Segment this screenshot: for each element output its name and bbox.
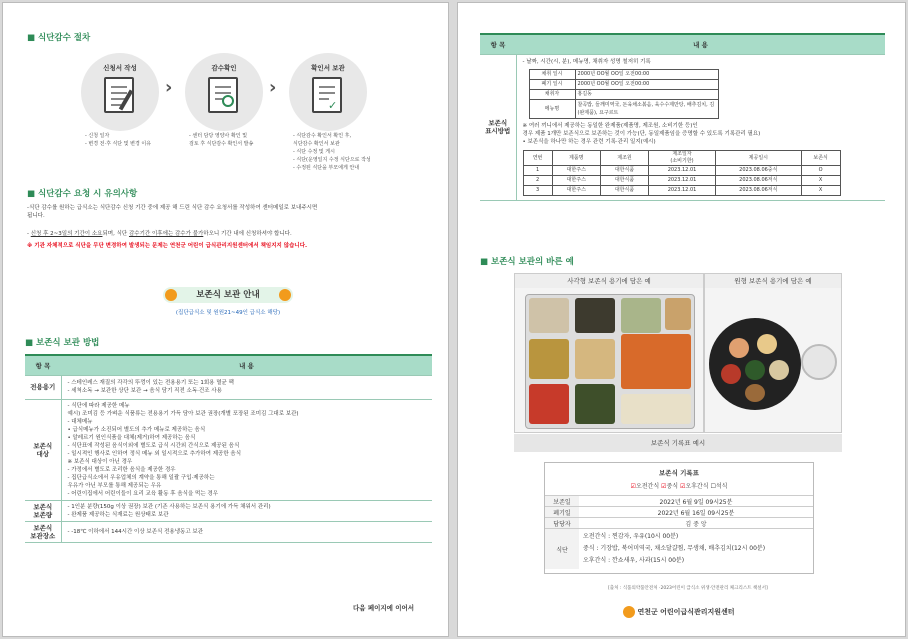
target-line: - 가정에서 별도로 조리한 음식을 제공한 경우	[67, 466, 176, 473]
table-row: 3 대한주스 대한식품 2023.12.01 2023.08.06저식 X	[523, 185, 840, 195]
step-1-notes: - 신청 일자 - 변경 전·후 식단 및 변경 이유	[85, 133, 152, 147]
table-row: 보존식 보존량 - 1인분 분량(150g 이상 권장) 보관 (기존 사용하는 보존식 용기에 가득 채워서 관리) - 완제품 제공하는 식재료는 원상태로 보관	[25, 500, 432, 521]
meal-checks: ☑오전간식 ☑중식 ☑오후간식 ☐석식	[630, 483, 728, 490]
step-1-circle	[81, 53, 159, 131]
col-content: 내 용	[61, 355, 432, 375]
table-row: 보존식 보관장소 - -18℃ 이하에서 144시간 이상 보존식 전용냉동고 보관	[25, 521, 432, 542]
target-line: • 급식메뉴가 소진되어 별도의 추가 메뉴로 제공하는 음식	[67, 426, 206, 433]
log-table: 연번 제품명 제조원 제조일자 (소비기한) 제공일시 보존식 1 대한주스 대한식품 2023.12.01 2023.08.06중식 O 2 대한주스 대한식품 2023.12.01 2023.08.06저식 X 3 대한주스 대한식품 2023.12.01 2023.08.06저식 X	[523, 150, 841, 196]
target-line: - 대체메뉴	[67, 418, 93, 425]
notes-line-1: -식단 감수를 원하는 급식소는 식단감수 신청 기간 중에 제공 해 드린 식단 감수 요청서를 작성하여 센터메일로 보내주시면 됩니다.	[27, 205, 318, 219]
source-note: [출처 : 식품의약품안전처 ·2023어린이 급식소 위생·안전관리 체크리스트 책설서]	[608, 586, 768, 591]
checkbox-checked[interactable]: ☑	[630, 483, 636, 490]
step-3-title: 확인서 보관	[311, 64, 345, 72]
label-table	[480, 33, 885, 201]
procedure-heading: ■ 식단감수 절차	[27, 31, 90, 43]
intro-line: - 날짜, 시간(시, 분), 메뉴명, 채취자 성명 철저히 기록	[522, 58, 651, 65]
notes-warning: ※ 기관 자체적으로 식단을 무단 변경하여 발생되는 문제는 연천군 어린이 급식관리지원센터에서 책임지지 않습니다.	[27, 243, 308, 249]
step-2-title: 감수확인	[211, 64, 237, 72]
table-row: 2 대한주스 대한식품 2023.12.01 2023.08.06저식 X	[523, 175, 840, 185]
step-1-title: 신청서 작성	[103, 64, 137, 72]
photo1-caption: 사각형 보존식 용기에 담은 예	[515, 274, 703, 288]
table-row: 전용용기 - 스테인레스 재질의 각각의 뚜껑이 있는 전용용기 또는 1회용 멸균 팩 - 세척소독 → 보관한 상단 보관 → 음식 담기 직전 소독·건조 사용	[25, 375, 432, 399]
target-line: ※ 보존식 대상이 아닌 경우	[67, 458, 133, 465]
preserved-food-banner: 보존식 보관 안내	[163, 287, 293, 303]
record-caption: 보존식 기록표 예시	[514, 434, 842, 452]
target-line: 예시) 조미김 등 가벼운 식품류는 전용용기 가득 담아 보관 권장(개별 포장된 조미김 그대로 보관)	[67, 410, 299, 417]
target-line: - 집단급식소에서 우유업체의 계약을 통해 일괄 구입·제공하는	[67, 474, 215, 481]
square-container-photo	[514, 273, 704, 433]
col-item: 항 목	[480, 34, 516, 54]
chevron-right-icon: ›	[165, 77, 173, 98]
step-2-circle	[185, 53, 263, 131]
smiley-icon	[165, 289, 177, 301]
checkbox-checked[interactable]: ☑	[679, 483, 686, 490]
record-sheet	[544, 462, 814, 574]
left-page	[2, 2, 449, 637]
checkbox-checked[interactable]: ☑	[661, 483, 667, 490]
pencil-document-icon	[104, 77, 134, 113]
smiley-icon	[279, 289, 291, 301]
step-3-circle	[289, 53, 367, 131]
table-row: 보존식 대상 - 식단에 따라 제공한 메뉴 예시) 조미김 등 가벼운 식품류는 전용용기 가득 담아 보관 권장(개별 포장된 조미김 그대로 보관) - 대체메뉴 • 급식메뉴가 소진되어 별도의 추가 메뉴로 제공하는 음식 • 알레르기 원인식품을 대체(제거)하여 제공하는 음식 - 식단표에 작성된 음식이외에 별도로 급식 시간외 간식으로 제공된 음식 - 일시적인 행사로 인하여 정식 메뉴 외 일시적으로 추가하여 제공한 음식 ※ 보존식 대상이 아닌 경우 - 가정에서 별도로 조리한 음식을 제공한 경우 - 집단급식소에서 우유업체의 계약을 통해 일괄 구입·제공하는 우유가 아닌 부모를 통해 제공되는 우유 - 어린이집에서 어린이들이 요리 교육 활동 후 음식을 먹는 경우	[25, 399, 432, 500]
method-table	[25, 354, 432, 543]
round-container-photo	[704, 273, 842, 433]
record-table: 보존일 2022년 6월 9일 09시25분 폐기일 2022년 6월 16일 09시25분 담당자 김 중 앙 식단 오전간식 : 찐감자, 우유(10시 00분) 중식 : 기장밥, 북어미역국, 채소달걀찜, 무생채, 배추김치(12시 00분) 오후간식 : 깐쇼새우, 사과(15시 00분)	[545, 495, 813, 569]
target-line: - 일시적인 행사로 인하여 정식 메뉴 외 일시적으로 추가하여 제공한 음식	[67, 450, 242, 457]
notes-heading: ■ 식단감수 요청 시 유의사항	[27, 187, 137, 199]
notes-line-2: - 신청 후 2~3일의 기간이 소요되며, 식단 감수기간 이후에는 감수가 불가하오니 기간 내에 신청하셔야 합니다.	[27, 231, 292, 237]
label-example: 채취 일시 2000년 OO월 OO일 오전00:00 폐기 일시 2000년 OO월 OO일 오전00:00 채취자 홍길동 메뉴명 찰곡밥, 들깨미역국, 돈육채소볶음, 육수수제만탕, 배추김치, 김(완제품), 요구르트	[529, 69, 719, 119]
photo2-caption: 원형 보존식 용기에 담은 예	[705, 274, 841, 288]
checkbox-unchecked[interactable]: ☐	[710, 483, 716, 490]
target-line: - 식단표에 작성된 음식이외에 별도로 급식 시간외 간식으로 제공된 음식	[67, 442, 240, 449]
target-line: 우유가 아닌 부모를 통해 제공되는 우유	[67, 482, 162, 489]
col-item: 항 목	[25, 355, 61, 375]
step-2-notes: - 센터 담당 영양사 확인 및 검토 후 식단감수 확인서 발송	[189, 133, 254, 147]
magnifier-document-icon	[208, 77, 238, 113]
correct-heading: ■ 보존식 보관의 바른 예	[480, 255, 574, 267]
banner-subtitle: (집단급식소 및 원원21~49인 급식소 해당)	[175, 310, 281, 316]
check-document-icon: ✓	[312, 77, 342, 113]
table-row: 1 대한주스 대한식품 2023.12.01 2023.08.06중식 O	[523, 165, 840, 175]
method-heading: ■ 보존식 보관 방법	[25, 336, 99, 348]
chevron-right-icon: ›	[269, 77, 277, 98]
record-title: 보존식 기록표	[659, 469, 699, 477]
logo-icon	[623, 606, 635, 618]
step-3-notes: - 식단감수 확인서 확인 후, 식단감수 확인서 보관 - 식단 수정 및 게시 - 식단(운영일지 수정 식단으로 작성 - 수정된 식단을 부모에게 안내	[293, 133, 371, 171]
target-line: - 어린이집에서 어린이들이 요리 교육 활동 후 음식을 먹는 경우	[67, 490, 219, 497]
col-content: 내 용	[516, 34, 885, 54]
target-line: - 식단에 따라 제공한 메뉴	[67, 402, 130, 409]
soup-cup	[801, 344, 837, 380]
next-page-note: 다음 페이지에 이어서	[353, 604, 415, 612]
center-logo: 연천군 어린이급식관리지원센터	[623, 606, 735, 618]
right-page	[457, 2, 906, 637]
target-line: • 알레르기 원인식품을 대체(제거)하여 제공하는 음식	[67, 434, 196, 441]
table-row: 보존식 표시방법 - 날짜, 시간(시, 분), 메뉴명, 채취자 성명 철저히 기록 채취 일시 2000년 OO월 OO일 오전00:00 폐기 일시 2000년 OO월 OO일 오전00:00 채취자 홍길동 메뉴명 찰곡밥, 들깨미역국, 돈육채소볶음, 육수수제만탕, 배추김치, 김(완제품), 요구르트 ※ 여러 끼니에서 제공하는 동일한 완제품(제품명, 제조원, 소비기한 등)인 경우 제품 1개만 보존식으로 보존하는 것이 가능(단, 동일제품임을 증명할 수 있도록 기록관리 필요) • 보존식을 하나만 하는 경우 관련 기록·관리 일지(예시) 연번 제품명 제조원 제조일자 (소비기한) 제공일시 보존식 1 대한주스 대한식품 2023.12.01 2023.08.06중식 O 2 대한주스 대한식품 2023.12.01 2023.08.06저식 X 3 대한주스 대한식품 2023.12.01 2023.08.06저식 X	[480, 54, 885, 200]
